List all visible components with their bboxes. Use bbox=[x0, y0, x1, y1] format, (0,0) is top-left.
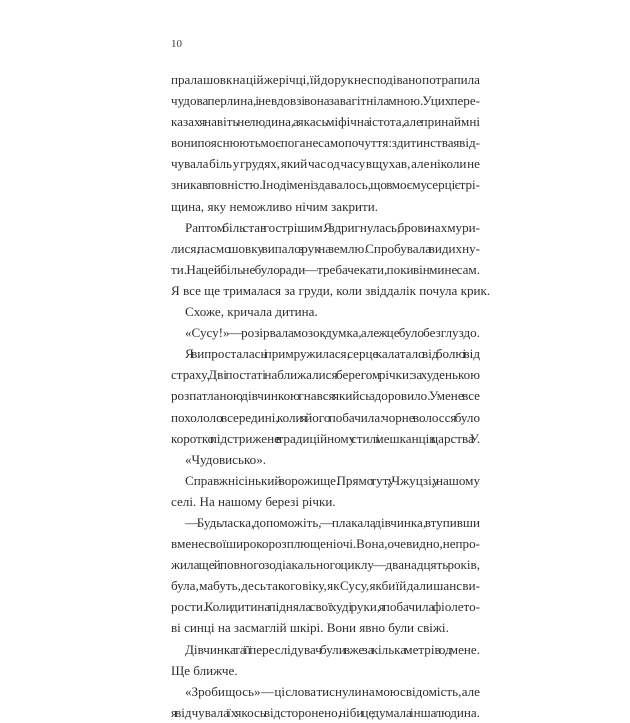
text-line: Схоже, кричала дитина. bbox=[185, 304, 318, 320]
text-line: розпатланою дівчинкою гнався якийсь здоровило. У мене все bbox=[171, 388, 480, 404]
text-line: ти. На цей біль не було ради — треба чекати, поки він мине сам. bbox=[171, 261, 480, 277]
text-line: коротко підстрижене в традиційному стилі мешканців царства У. bbox=[171, 430, 480, 446]
text-line: чудова перлина, і невдовзі вона завагітніла мною. У цих пере- bbox=[171, 93, 480, 109]
text-line: «Чудовисько». bbox=[185, 451, 267, 467]
text-line: казах я навіть не людина, а якась міфічна істота, але принаймні bbox=[171, 114, 480, 130]
text-line: селі. На нашому березі річки. bbox=[171, 493, 336, 509]
text-line: Раптом біль став гострішим. Я здригнулась, брови нахмури- bbox=[185, 219, 480, 235]
text-line: «Зроби щось» — ці слова тиснули на мою свідомість, але bbox=[185, 683, 480, 699]
text-line: чувала біль у грудях, який час од часу вщухав, але ніколи не bbox=[171, 156, 480, 172]
text-line: зникав повністю. Іноді мені здавалось, що в моєму серці є трі- bbox=[171, 177, 480, 193]
text-line: рости. Коли дитина підняла свої худі руки, я побачила фіолето- bbox=[171, 599, 480, 615]
text-line: була, мабуть, десь такого віку, як Сусу, якби їй дали шанс ви- bbox=[171, 578, 480, 594]
text-line: похололо всередині, коли я його побачила: чорне волосся було bbox=[171, 409, 480, 425]
text-line: прала шовк на цій же річці, їй до рук несподівано потрапила bbox=[171, 72, 480, 87]
text-line: я відчувала їх якось відсторонено, ніби це думала інша людина. bbox=[171, 704, 480, 720]
text-line: ві синці на засмаглій шкірі. Вони явно були свіжі. bbox=[171, 620, 449, 636]
text-line: Я випросталась і примружилася, серце калатало від болю і від bbox=[185, 346, 480, 362]
text-line: щина, яку неможливо нічим закрити. bbox=[171, 198, 378, 214]
text-line: Ще ближче. bbox=[171, 662, 238, 678]
body-text bbox=[171, 69, 491, 723]
text-line: Справжнісінький ворожище. Прямо тут, у Чжуцзі, у нашому bbox=[185, 472, 480, 488]
text-line: лися, пасмо шовку випало з рук на землю. Спробувала видихну- bbox=[171, 240, 480, 256]
page-number: 10 bbox=[171, 38, 182, 50]
text-line: Дівчинка та її переслідувач були вже за кілька метрів од мене. bbox=[185, 641, 480, 657]
text-line: вони пояснюють моє погане самопочуття: з дитинства я від- bbox=[171, 135, 480, 151]
text-line: — Будь ласка, допоможіть, — плакала дівчинка, втупивши bbox=[185, 514, 480, 530]
text-line: в мене свої широко розплющені очі. Вона, очевидно, не про- bbox=[171, 536, 480, 552]
text-line: «Сусу!» — розірвала мозок думка, але ж це було безглуздо. bbox=[185, 325, 480, 341]
text-line: Я все ще трималася за груди, коли звіддалік почула крик. bbox=[171, 282, 491, 298]
text-line: страху. Дві постаті наближалися берегом річки: за худенькою bbox=[171, 367, 480, 383]
text-line: жила ще й повного зодіакального циклу — дванадцять років, bbox=[171, 557, 480, 573]
